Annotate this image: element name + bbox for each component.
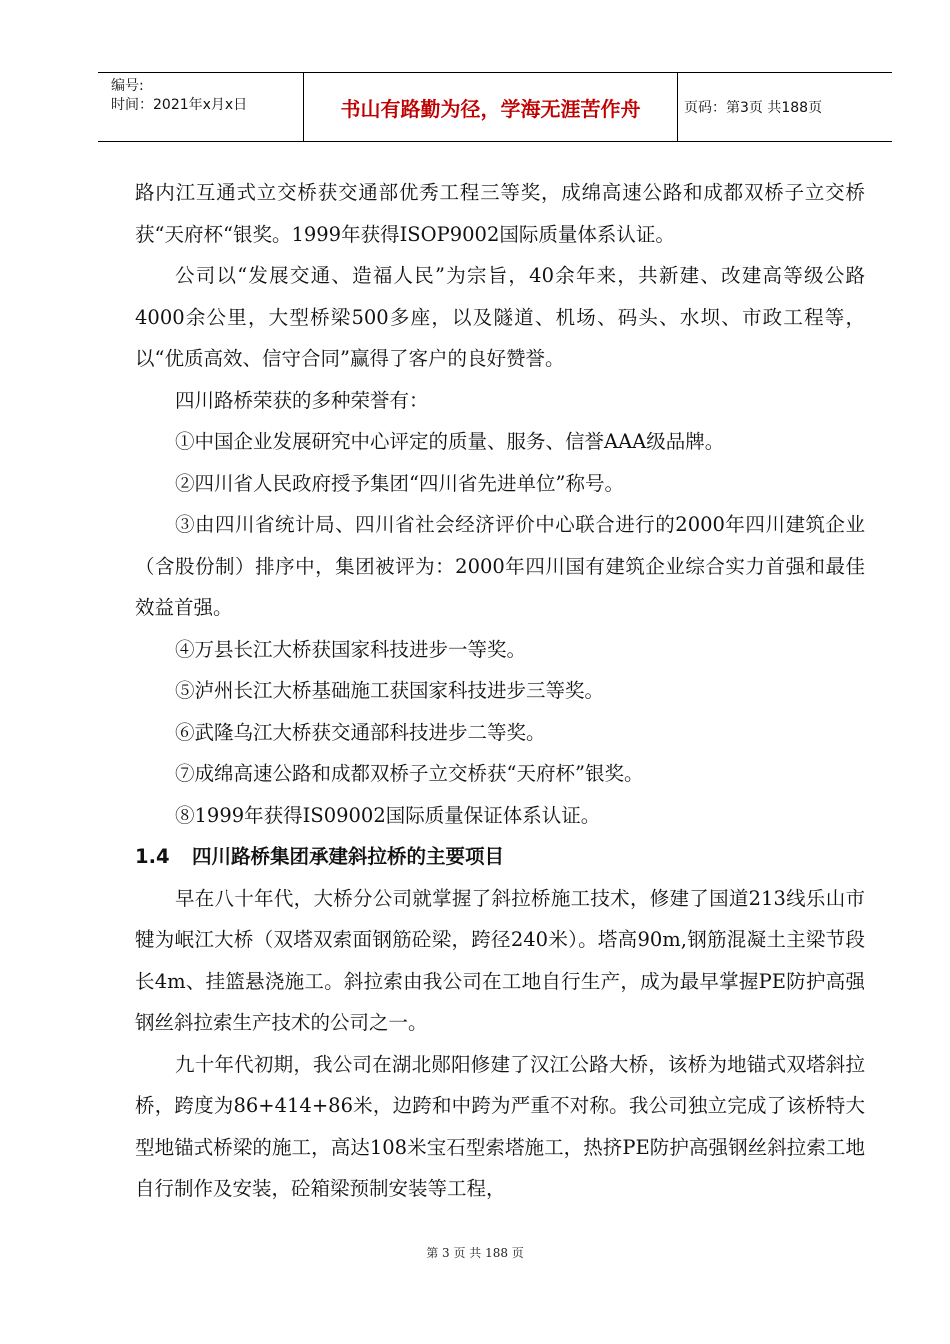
- section-number: 1.4: [135, 845, 170, 868]
- page-footer: 第 3 页 共 188 页: [426, 1246, 524, 1260]
- code-label: 编号:: [111, 78, 144, 94]
- section-heading: [135, 836, 865, 878]
- honor-item: ③由四川省统计局、四川省社会经济评价中心联合进行的2000年四川建筑企业（含股份制）排序中，集团被评为：2000年四川国有建筑企业综合实力首强和最佳效益首强。: [135, 513, 865, 619]
- paragraph-early-cable-stayed: 早在八十年代，大桥分公司就掌握了斜拉桥施工技术，修建了国道213线乐山市犍为岷江大桥（双塔双索面钢筋砼梁，跨径240米）。塔高90m,钢筋混凝土主梁节段长4m、挂篮悬浇施工。斜拉索由我公司在工地自行生产，成为最早掌握PE防护高强钢丝斜拉索生产技术的公司之一。: [135, 886, 865, 1034]
- section-title: 四川路桥集团承建斜拉桥的主要项目: [192, 845, 505, 868]
- honor-item: ④万县长江大桥获国家科技进步一等奖。: [175, 637, 527, 661]
- paragraph-honors-intro: 四川路桥荣获的多种荣誉有：: [175, 388, 429, 412]
- header-page-info: 页码：第3页 共188页: [684, 100, 823, 116]
- honor-item: ⑧1999年获得IS09002国际质量保证体系认证。: [175, 803, 601, 827]
- header-motto: 书山有路勤为径，学海无涯苦作舟: [304, 73, 678, 141]
- honor-item: ⑦成绵高速公路和成都双桥子立交桥获“天府杯”银奖。: [175, 762, 644, 785]
- time-label: 时间：2021年x月x日: [111, 97, 248, 113]
- page-header: [98, 72, 892, 142]
- honor-item: ②四川省人民政府授予集团“四川省先进单位”称号。: [175, 471, 624, 495]
- honor-item: ①中国企业发展研究中心评定的质量、服务、信誉AAA级品牌。: [175, 430, 725, 453]
- honor-item: ⑤泸州长江大桥基础施工获国家科技进步三等奖。: [175, 679, 605, 702]
- document-body: [135, 172, 865, 1210]
- paragraph-company-mission: 公司以“发展交通、造福人民”为宗旨，40余年来，共新建、改建高等级公路4000余公里，大型桥梁500多座，以及隧道、机场、码头、水坝、市政工程等，以“优质高效、信守合同”赢得了客户的良好赞誉。: [135, 264, 865, 370]
- header-meta-cell: [98, 73, 304, 141]
- honor-item: ⑥武隆乌江大桥获交通部科技进步二等奖。: [175, 720, 546, 744]
- paragraph-continued: 路内江互通式立交桥获交通部优秀工程三等奖，成绵高速公路和成都双桥子立交桥获“天府杯“银奖。1999年获得ISOP9002国际质量体系认证。: [135, 181, 865, 246]
- paragraph-hanjiang-bridge: 九十年代初期，我公司在湖北郧阳修建了汉江公路大桥，该桥为地锚式双塔斜拉桥，跨度为86+414+86米，边跨和中跨为严重不对称。我公司独立完成了该桥特大型地锚式桥梁的施工，高达108米宝石型索塔施工，热挤PE防护高强钢丝斜拉索工地自行制作及安装，砼箱梁预制安装等工程，: [135, 1052, 865, 1200]
